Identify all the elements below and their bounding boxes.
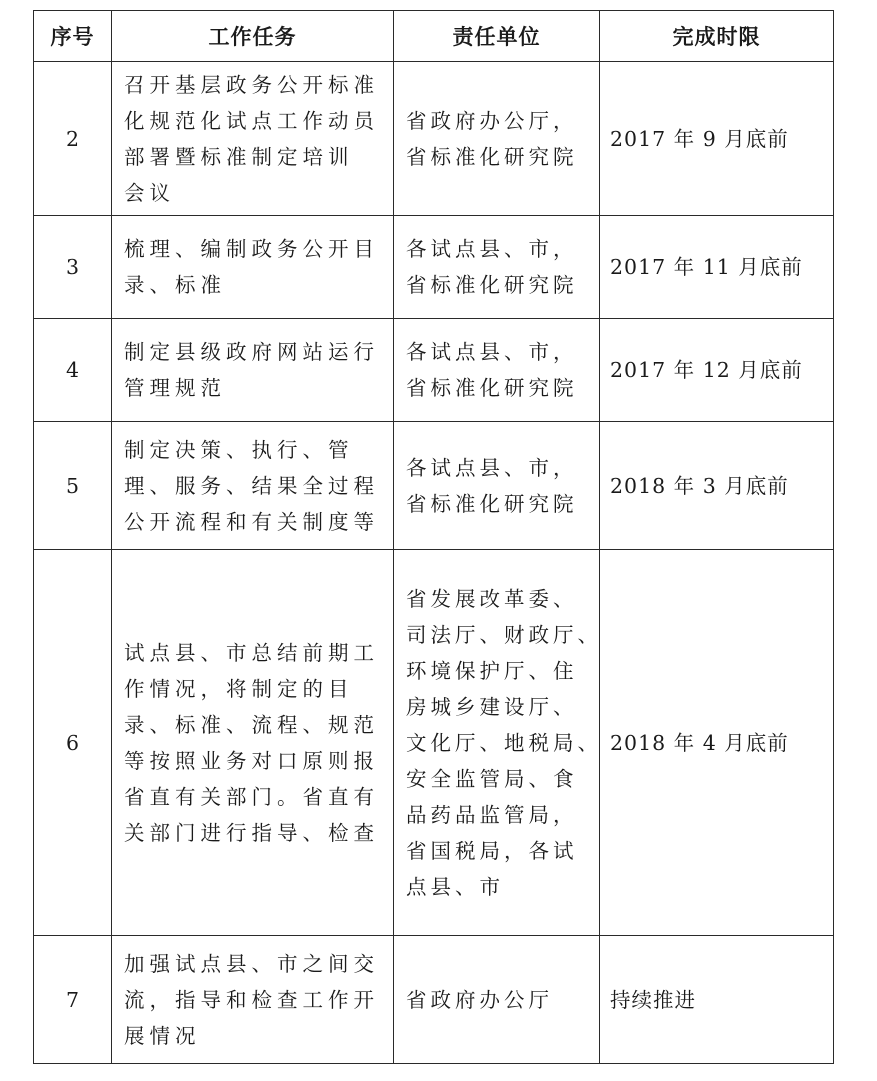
task-cell	[112, 550, 394, 936]
unit-cell	[394, 216, 600, 319]
unit-line: 点县、市	[406, 874, 504, 899]
unit-line: 司法厅、财政厅、	[406, 622, 602, 647]
task-line: 展情况	[124, 1023, 201, 1048]
task-line: 制定决策、执行、管	[124, 437, 354, 462]
unit-line: 各试点县、市，	[406, 455, 578, 480]
unit-line: 省标准化研究院	[406, 144, 578, 169]
task-line: 会议	[124, 180, 175, 205]
task-cell	[112, 319, 394, 422]
task-cell	[112, 216, 394, 319]
deadline-cell: 2017 年 12 月底前	[600, 319, 834, 422]
header-task: 工作任务	[112, 11, 394, 62]
unit-cell	[394, 62, 600, 216]
table-row	[34, 550, 834, 936]
deadline-cell: 2017 年 9 月底前	[600, 62, 834, 216]
task-line: 理、服务、结果全过程	[124, 473, 379, 498]
unit-cell	[394, 550, 600, 936]
table-row	[34, 216, 834, 319]
task-line: 梳理、编制政务公开目	[124, 237, 379, 261]
unit-line: 省标准化研究院	[406, 376, 578, 400]
task-line: 召开基层政务公开标准	[124, 72, 379, 97]
unit-line: 各试点县、市，	[406, 237, 578, 261]
unit-line: 省国税局，各试	[406, 838, 578, 863]
unit-cell	[394, 422, 600, 550]
unit-line: 安全监管局、食	[406, 766, 578, 791]
task-line: 等按照业务对口原则报	[124, 748, 379, 773]
task-line: 作情况，将制定的目	[124, 676, 354, 701]
unit-line: 省政府办公厅，	[406, 108, 578, 133]
task-line: 省直有关部门。省直有	[124, 784, 379, 809]
unit-line: 环境保护厅、住	[406, 658, 578, 683]
unit-line: 省发展改革委、	[406, 586, 578, 611]
table-row	[34, 319, 834, 422]
deadline-cell: 2018 年 3 月底前	[600, 422, 834, 550]
header-deadline: 完成时限	[600, 11, 834, 62]
table-row	[34, 422, 834, 550]
row-number: 2	[34, 62, 112, 216]
unit-line: 房城乡建设厅、	[406, 694, 578, 719]
task-line: 管理规范	[124, 376, 226, 400]
task-line: 制定县级政府网站运行	[124, 340, 379, 364]
row-number: 4	[34, 319, 112, 422]
task-line: 公开流程和有关制度等	[124, 509, 379, 534]
task-line: 部署暨标准制定培训	[124, 144, 354, 169]
task-line: 化规范化试点工作动员	[124, 108, 379, 133]
deadline-cell: 2018 年 4 月底前	[600, 550, 834, 936]
deadline-cell: 2017 年 11 月底前	[600, 216, 834, 319]
unit-line: 省政府办公厅	[406, 987, 553, 1012]
task-line: 加强试点县、市之间交	[124, 951, 379, 976]
task-cell	[112, 422, 394, 550]
table-row	[34, 62, 834, 216]
task-line: 关部门进行指导、检查	[124, 820, 379, 845]
task-line: 录、标准	[124, 273, 226, 297]
task-cell	[112, 936, 394, 1064]
unit-cell	[394, 936, 600, 1064]
task-line: 录、标准、流程、规范	[124, 712, 379, 737]
unit-cell	[394, 319, 600, 422]
unit-line: 省标准化研究院	[406, 491, 578, 516]
table-row	[34, 936, 834, 1064]
unit-line: 文化厅、地税局、	[406, 730, 602, 755]
deadline-cell: 持续推进	[600, 936, 834, 1064]
row-number: 5	[34, 422, 112, 550]
task-line: 流，指导和检查工作开	[124, 987, 379, 1012]
unit-line: 省标准化研究院	[406, 273, 578, 297]
row-number: 7	[34, 936, 112, 1064]
unit-line: 品药品监管局，	[406, 802, 578, 827]
header-number: 序号	[34, 11, 112, 62]
unit-line: 各试点县、市，	[406, 340, 578, 364]
header-row	[34, 11, 834, 62]
task-cell	[112, 62, 394, 216]
row-number: 3	[34, 216, 112, 319]
header-unit: 责任单位	[394, 11, 600, 62]
task-schedule-table	[33, 10, 834, 1064]
task-line: 试点县、市总结前期工	[124, 640, 379, 665]
row-number: 6	[34, 550, 112, 936]
